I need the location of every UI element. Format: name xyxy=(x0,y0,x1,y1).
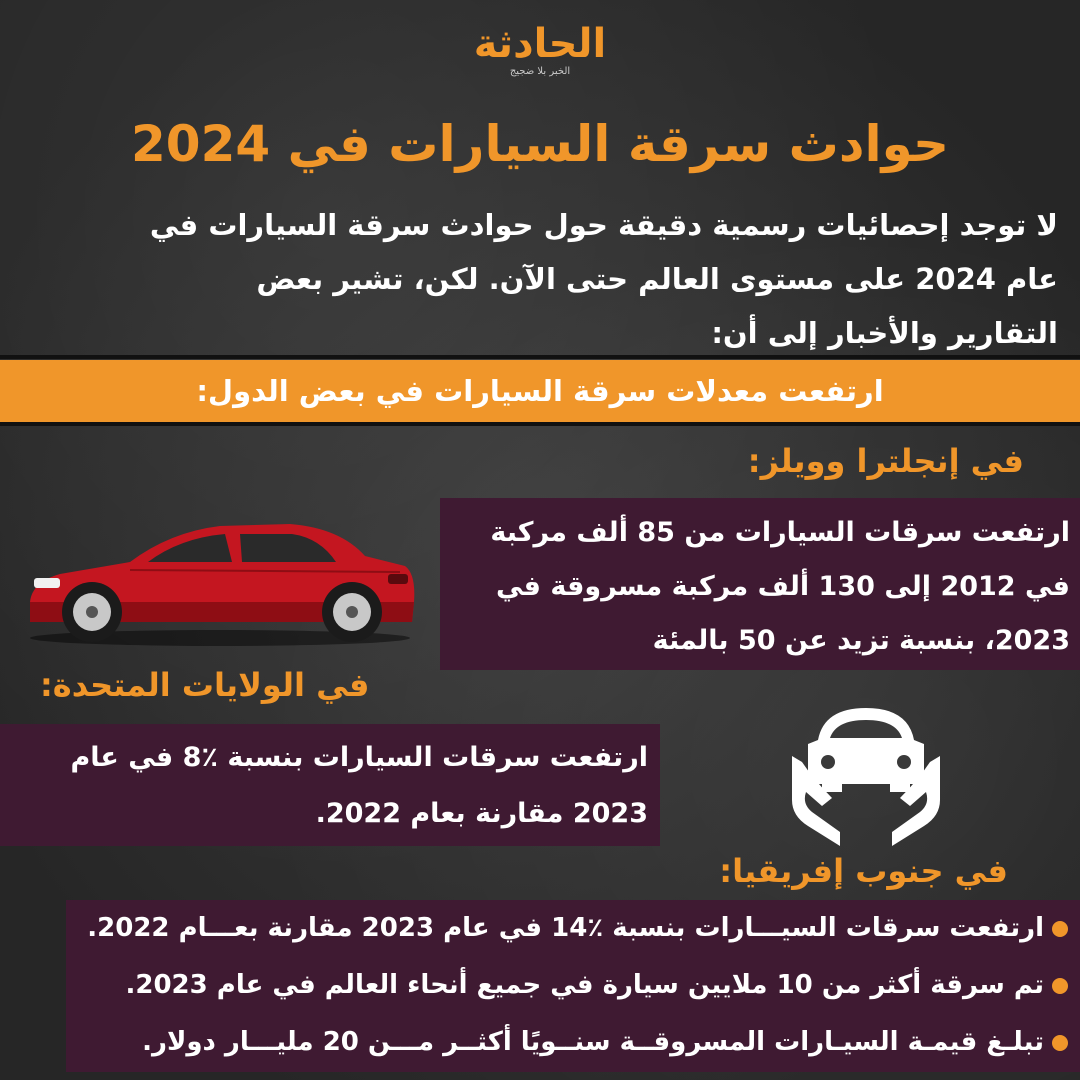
intro-paragraph: لا توجد إحصائيات رسمية دقيقة حول حوادث سرقة السيارات في عام 2024 على مستوى العالم حتى الآن. لكن، تشير بعض التقارير والأخبار إلى أن: xyxy=(149,208,1058,350)
list-item: ارتفعت سرقات السيـــارات بنسبة ٪14 في عام 2023 مقارنة بعـــام 2022. xyxy=(78,900,1068,957)
england-wales-box xyxy=(440,498,1080,670)
bullet-icon xyxy=(1052,921,1068,937)
bullet-icon xyxy=(1052,1035,1068,1051)
england-wales-text: ارتفعت سرقات السيارات من 85 ألف مركبة في 2012 إلى 130 ألف مركبة مسروقة في 2023، بنسبة تزيد عن 50 بالمئة xyxy=(490,517,1070,656)
heading-england-wales: في إنجلترا وويلز: xyxy=(747,442,1024,480)
list-item: تبلـغ قيمـة السيـارات المسروقــة سنــويًا أكثــر مـــن 20 مليـــار دولار. xyxy=(78,1014,1068,1071)
united-states-box xyxy=(0,724,660,846)
red-car-icon xyxy=(20,510,420,650)
bullet-icon xyxy=(1052,978,1068,994)
banner-bottom-divider xyxy=(0,422,1080,426)
logo-name: الحادثة xyxy=(473,21,607,67)
car-in-hands-icon xyxy=(778,700,954,850)
list-item: تم سرقة أكثر من 10 ملايين سيارة في جميع أنحاء العالم في عام 2023. xyxy=(78,957,1068,1014)
united-states-text: ارتفعت سرقات السيارات بنسبة ٪8 في عام 2023 مقارنة بعام 2022. xyxy=(70,742,648,829)
heading-south-africa: في جنوب إفريقيا: xyxy=(719,852,1008,890)
section-banner: ارتفعت معدلات سرقة السيارات في بعض الدول: xyxy=(0,360,1080,422)
brand-logo xyxy=(0,22,1080,78)
banner-top-divider xyxy=(0,355,1080,359)
page-title: حوادث سرقة السيارات في 2024 xyxy=(130,115,950,173)
south-africa-list xyxy=(78,900,1068,1071)
heading-united-states: في الولايات المتحدة: xyxy=(40,666,370,704)
south-africa-box xyxy=(66,900,1080,1072)
logo-tagline: الخبر بلا ضجيج xyxy=(509,66,571,77)
